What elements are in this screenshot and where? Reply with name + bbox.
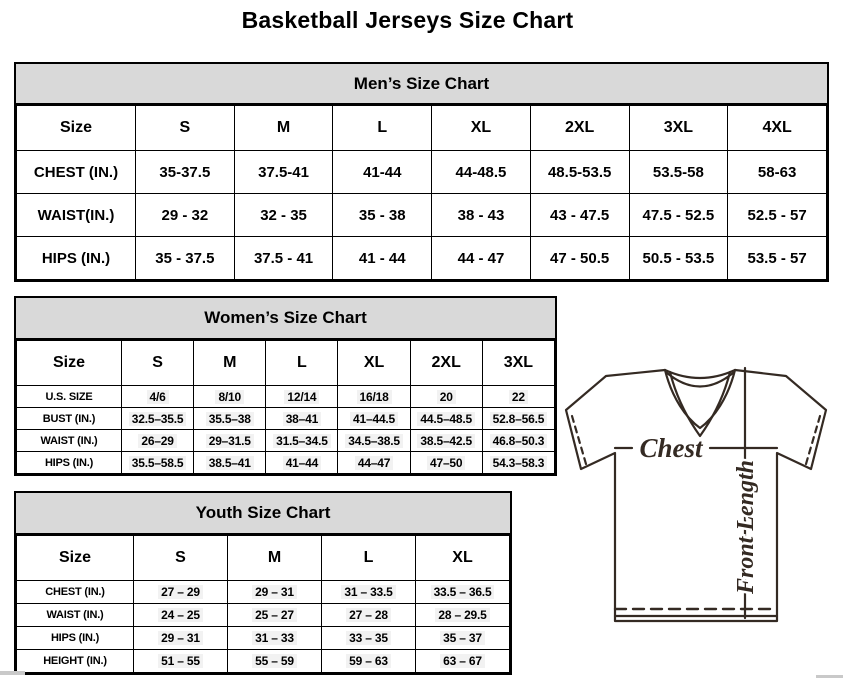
value-text: 48.5-53.5 — [547, 163, 612, 181]
measurement-row — [17, 604, 510, 627]
column-header-cell: 3XL — [482, 341, 554, 386]
value-text: 28 – 29.5 — [435, 608, 489, 622]
value-cell — [416, 604, 510, 627]
column-header-cell: 2XL — [530, 106, 629, 151]
value-cell — [416, 650, 510, 673]
value-text: 35 - 38 — [358, 206, 406, 224]
row-label-cell: HIPS (IN.) — [17, 237, 136, 280]
womens-size-table — [16, 340, 555, 474]
value-cell — [134, 581, 228, 604]
value-text: 29–31.5 — [206, 434, 254, 448]
measurement-row — [17, 452, 555, 474]
jersey-outline — [566, 370, 826, 621]
value-text: 31 – 33 — [252, 631, 297, 645]
value-cell — [728, 151, 827, 194]
value-text: 33 – 35 — [346, 631, 391, 645]
value-cell — [322, 627, 416, 650]
value-text: 22 — [509, 390, 528, 404]
value-text: 31.5–34.5 — [273, 434, 331, 448]
value-text: 47.5 - 52.5 — [642, 206, 715, 224]
value-cell — [122, 452, 194, 474]
front-length-measure-label: Front Length — [733, 459, 759, 595]
column-header-cell: L — [333, 106, 432, 151]
value-cell — [482, 386, 554, 408]
measurement-row — [17, 151, 827, 194]
value-cell — [530, 237, 629, 280]
measurement-row — [17, 237, 827, 280]
value-text: 35.5–58.5 — [129, 456, 187, 470]
value-text: 43 - 47.5 — [550, 206, 610, 224]
row-label-cell: HEIGHT (IN.) — [17, 650, 134, 673]
value-text: 35-37.5 — [159, 163, 211, 181]
value-cell — [530, 151, 629, 194]
value-cell — [136, 194, 235, 237]
value-text: 44–47 — [355, 456, 393, 470]
value-cell — [136, 237, 235, 280]
value-text: 52.8–56.5 — [490, 412, 548, 426]
value-cell — [410, 408, 482, 430]
value-cell — [728, 194, 827, 237]
value-text: 31 – 33.5 — [341, 585, 395, 599]
value-text: 35.5–38 — [206, 412, 254, 426]
value-text: 50.5 - 53.5 — [642, 249, 715, 267]
value-cell — [134, 650, 228, 673]
collar-back-arc-outer — [665, 370, 735, 378]
row-label-cell: CHEST (IN.) — [17, 581, 134, 604]
value-cell — [194, 386, 266, 408]
value-cell — [338, 386, 410, 408]
value-text: 12/14 — [284, 390, 319, 404]
value-cell — [228, 650, 322, 673]
scrollbar-fragment-right — [816, 675, 843, 678]
value-text: 27 – 28 — [346, 608, 391, 622]
column-header-cell: M — [234, 106, 333, 151]
value-text: 44.5–48.5 — [417, 412, 475, 426]
value-cell — [432, 237, 531, 280]
row-label-cell: U.S. SIZE — [17, 386, 122, 408]
value-cell — [122, 430, 194, 452]
value-text: 26–29 — [138, 434, 176, 448]
value-cell — [322, 581, 416, 604]
jersey-measurement-diagram — [558, 356, 838, 628]
value-cell — [416, 581, 510, 604]
value-cell — [333, 194, 432, 237]
youth-size-chart-section — [14, 491, 512, 675]
header-row — [17, 536, 510, 581]
column-header-cell: 4XL — [728, 106, 827, 151]
row-label-cell: WAIST(IN.) — [17, 194, 136, 237]
value-text: 38.5–41 — [206, 456, 254, 470]
value-cell — [234, 237, 333, 280]
value-cell — [122, 386, 194, 408]
value-text: 29 - 32 — [161, 206, 209, 224]
value-cell — [416, 627, 510, 650]
scrollbar-fragment-left — [0, 671, 25, 675]
column-header-cell: XL — [338, 341, 410, 386]
value-cell — [266, 386, 338, 408]
header-row — [17, 106, 827, 151]
header-row — [17, 341, 555, 386]
value-cell — [333, 237, 432, 280]
value-text: 41–44.5 — [350, 412, 398, 426]
value-text: 20 — [437, 390, 456, 404]
column-header-cell: L — [322, 536, 416, 581]
value-text: 25 – 27 — [252, 608, 297, 622]
youth-size-table — [16, 535, 510, 673]
value-text: 44 - 47 — [457, 249, 505, 267]
column-header-cell: 2XL — [410, 341, 482, 386]
value-cell — [134, 604, 228, 627]
value-cell — [482, 408, 554, 430]
value-cell — [122, 408, 194, 430]
value-text: 41-44 — [363, 163, 402, 181]
value-text: 63 – 67 — [440, 654, 485, 668]
row-label-cell: BUST (IN.) — [17, 408, 122, 430]
value-cell — [432, 194, 531, 237]
column-header-cell: S — [136, 106, 235, 151]
value-cell — [629, 237, 728, 280]
column-header-cell: XL — [416, 536, 510, 581]
row-label-cell: WAIST (IN.) — [17, 430, 122, 452]
row-label-cell: HIPS (IN.) — [17, 452, 122, 474]
value-cell — [410, 430, 482, 452]
value-text: 37.5 - 41 — [253, 249, 314, 267]
column-header-cell: S — [122, 341, 194, 386]
value-text: 55 – 59 — [252, 654, 297, 668]
value-cell — [629, 194, 728, 237]
value-text: 46.8–50.3 — [490, 434, 548, 448]
value-cell — [266, 408, 338, 430]
measurement-row — [17, 408, 555, 430]
value-text: 27 – 29 — [158, 585, 203, 599]
value-text: 58-63 — [757, 163, 797, 181]
value-text: 32 - 35 — [260, 206, 307, 224]
value-cell — [432, 151, 531, 194]
value-text: 34.5–38.5 — [345, 434, 403, 448]
value-cell — [266, 452, 338, 474]
row-label-cell: CHEST (IN.) — [17, 151, 136, 194]
size-header-cell: Size — [17, 106, 136, 151]
value-cell — [333, 151, 432, 194]
column-header-cell: M — [194, 341, 266, 386]
row-label-cell: HIPS (IN.) — [17, 627, 134, 650]
value-text: 35 – 37 — [440, 631, 485, 645]
value-text: 32.5–35.5 — [129, 412, 187, 426]
jersey-diagram-svg — [558, 356, 838, 628]
value-text: 44-48.5 — [455, 163, 507, 181]
mens-size-table — [16, 105, 827, 280]
youth-chart-title: Youth Size Chart — [16, 493, 510, 535]
value-text: 47–50 — [427, 456, 465, 470]
value-text: 52.5 - 57 — [747, 206, 807, 224]
value-text: 29 – 31 — [252, 585, 297, 599]
value-text: 59 – 63 — [346, 654, 391, 668]
measurement-row — [17, 650, 510, 673]
measurement-row — [17, 581, 510, 604]
value-text: 29 – 31 — [158, 631, 203, 645]
value-cell — [338, 408, 410, 430]
value-cell — [134, 627, 228, 650]
value-cell — [482, 430, 554, 452]
size-header-cell: Size — [17, 536, 134, 581]
value-cell — [228, 581, 322, 604]
value-text: 37.5-41 — [258, 163, 309, 181]
value-cell — [322, 604, 416, 627]
value-text: 51 – 55 — [158, 654, 203, 668]
column-header-cell: XL — [432, 106, 531, 151]
value-cell — [728, 237, 827, 280]
value-cell — [482, 452, 554, 474]
value-text: 4/6 — [147, 390, 169, 404]
value-cell — [194, 452, 266, 474]
value-cell — [136, 151, 235, 194]
value-text: 38.5–42.5 — [417, 434, 475, 448]
value-cell — [234, 151, 333, 194]
size-header-cell: Size — [17, 341, 122, 386]
value-cell — [194, 430, 266, 452]
value-text: 41 - 44 — [358, 249, 406, 267]
womens-size-chart-section — [14, 296, 557, 476]
mens-chart-title: Men’s Size Chart — [16, 64, 827, 105]
measurement-row — [17, 627, 510, 650]
value-text: 47 - 50.5 — [550, 249, 610, 267]
value-text: 53.5 - 57 — [747, 249, 807, 267]
row-label-cell: WAIST (IN.) — [17, 604, 134, 627]
measurement-row — [17, 386, 555, 408]
value-text: 16/18 — [357, 390, 392, 404]
value-cell — [410, 452, 482, 474]
value-cell — [410, 386, 482, 408]
mens-size-chart-section — [14, 62, 829, 282]
value-cell — [338, 430, 410, 452]
value-cell — [629, 151, 728, 194]
value-text: 54.3–58.3 — [490, 456, 548, 470]
chest-measure-label: Chest — [639, 433, 703, 463]
value-text: 33.5 – 36.5 — [431, 585, 495, 599]
value-text: 38–41 — [283, 412, 321, 426]
value-cell — [228, 604, 322, 627]
measurement-row — [17, 430, 555, 452]
column-header-cell: 3XL — [629, 106, 728, 151]
value-cell — [322, 650, 416, 673]
value-text: 38 - 43 — [457, 206, 505, 224]
womens-chart-title: Women’s Size Chart — [16, 298, 555, 340]
column-header-cell: M — [228, 536, 322, 581]
value-cell — [228, 627, 322, 650]
value-cell — [266, 430, 338, 452]
measurement-row — [17, 194, 827, 237]
page-title: Basketball Jerseys Size Chart — [241, 7, 574, 33]
value-cell — [338, 452, 410, 474]
value-cell — [194, 408, 266, 430]
value-text: 24 – 25 — [158, 608, 203, 622]
value-cell — [234, 194, 333, 237]
column-header-cell: S — [134, 536, 228, 581]
value-text: 41–44 — [283, 456, 321, 470]
value-cell — [530, 194, 629, 237]
value-text: 35 - 37.5 — [155, 249, 215, 267]
column-header-cell: L — [266, 341, 338, 386]
value-text: 8/10 — [215, 390, 244, 404]
value-text: 53.5-58 — [652, 163, 704, 181]
